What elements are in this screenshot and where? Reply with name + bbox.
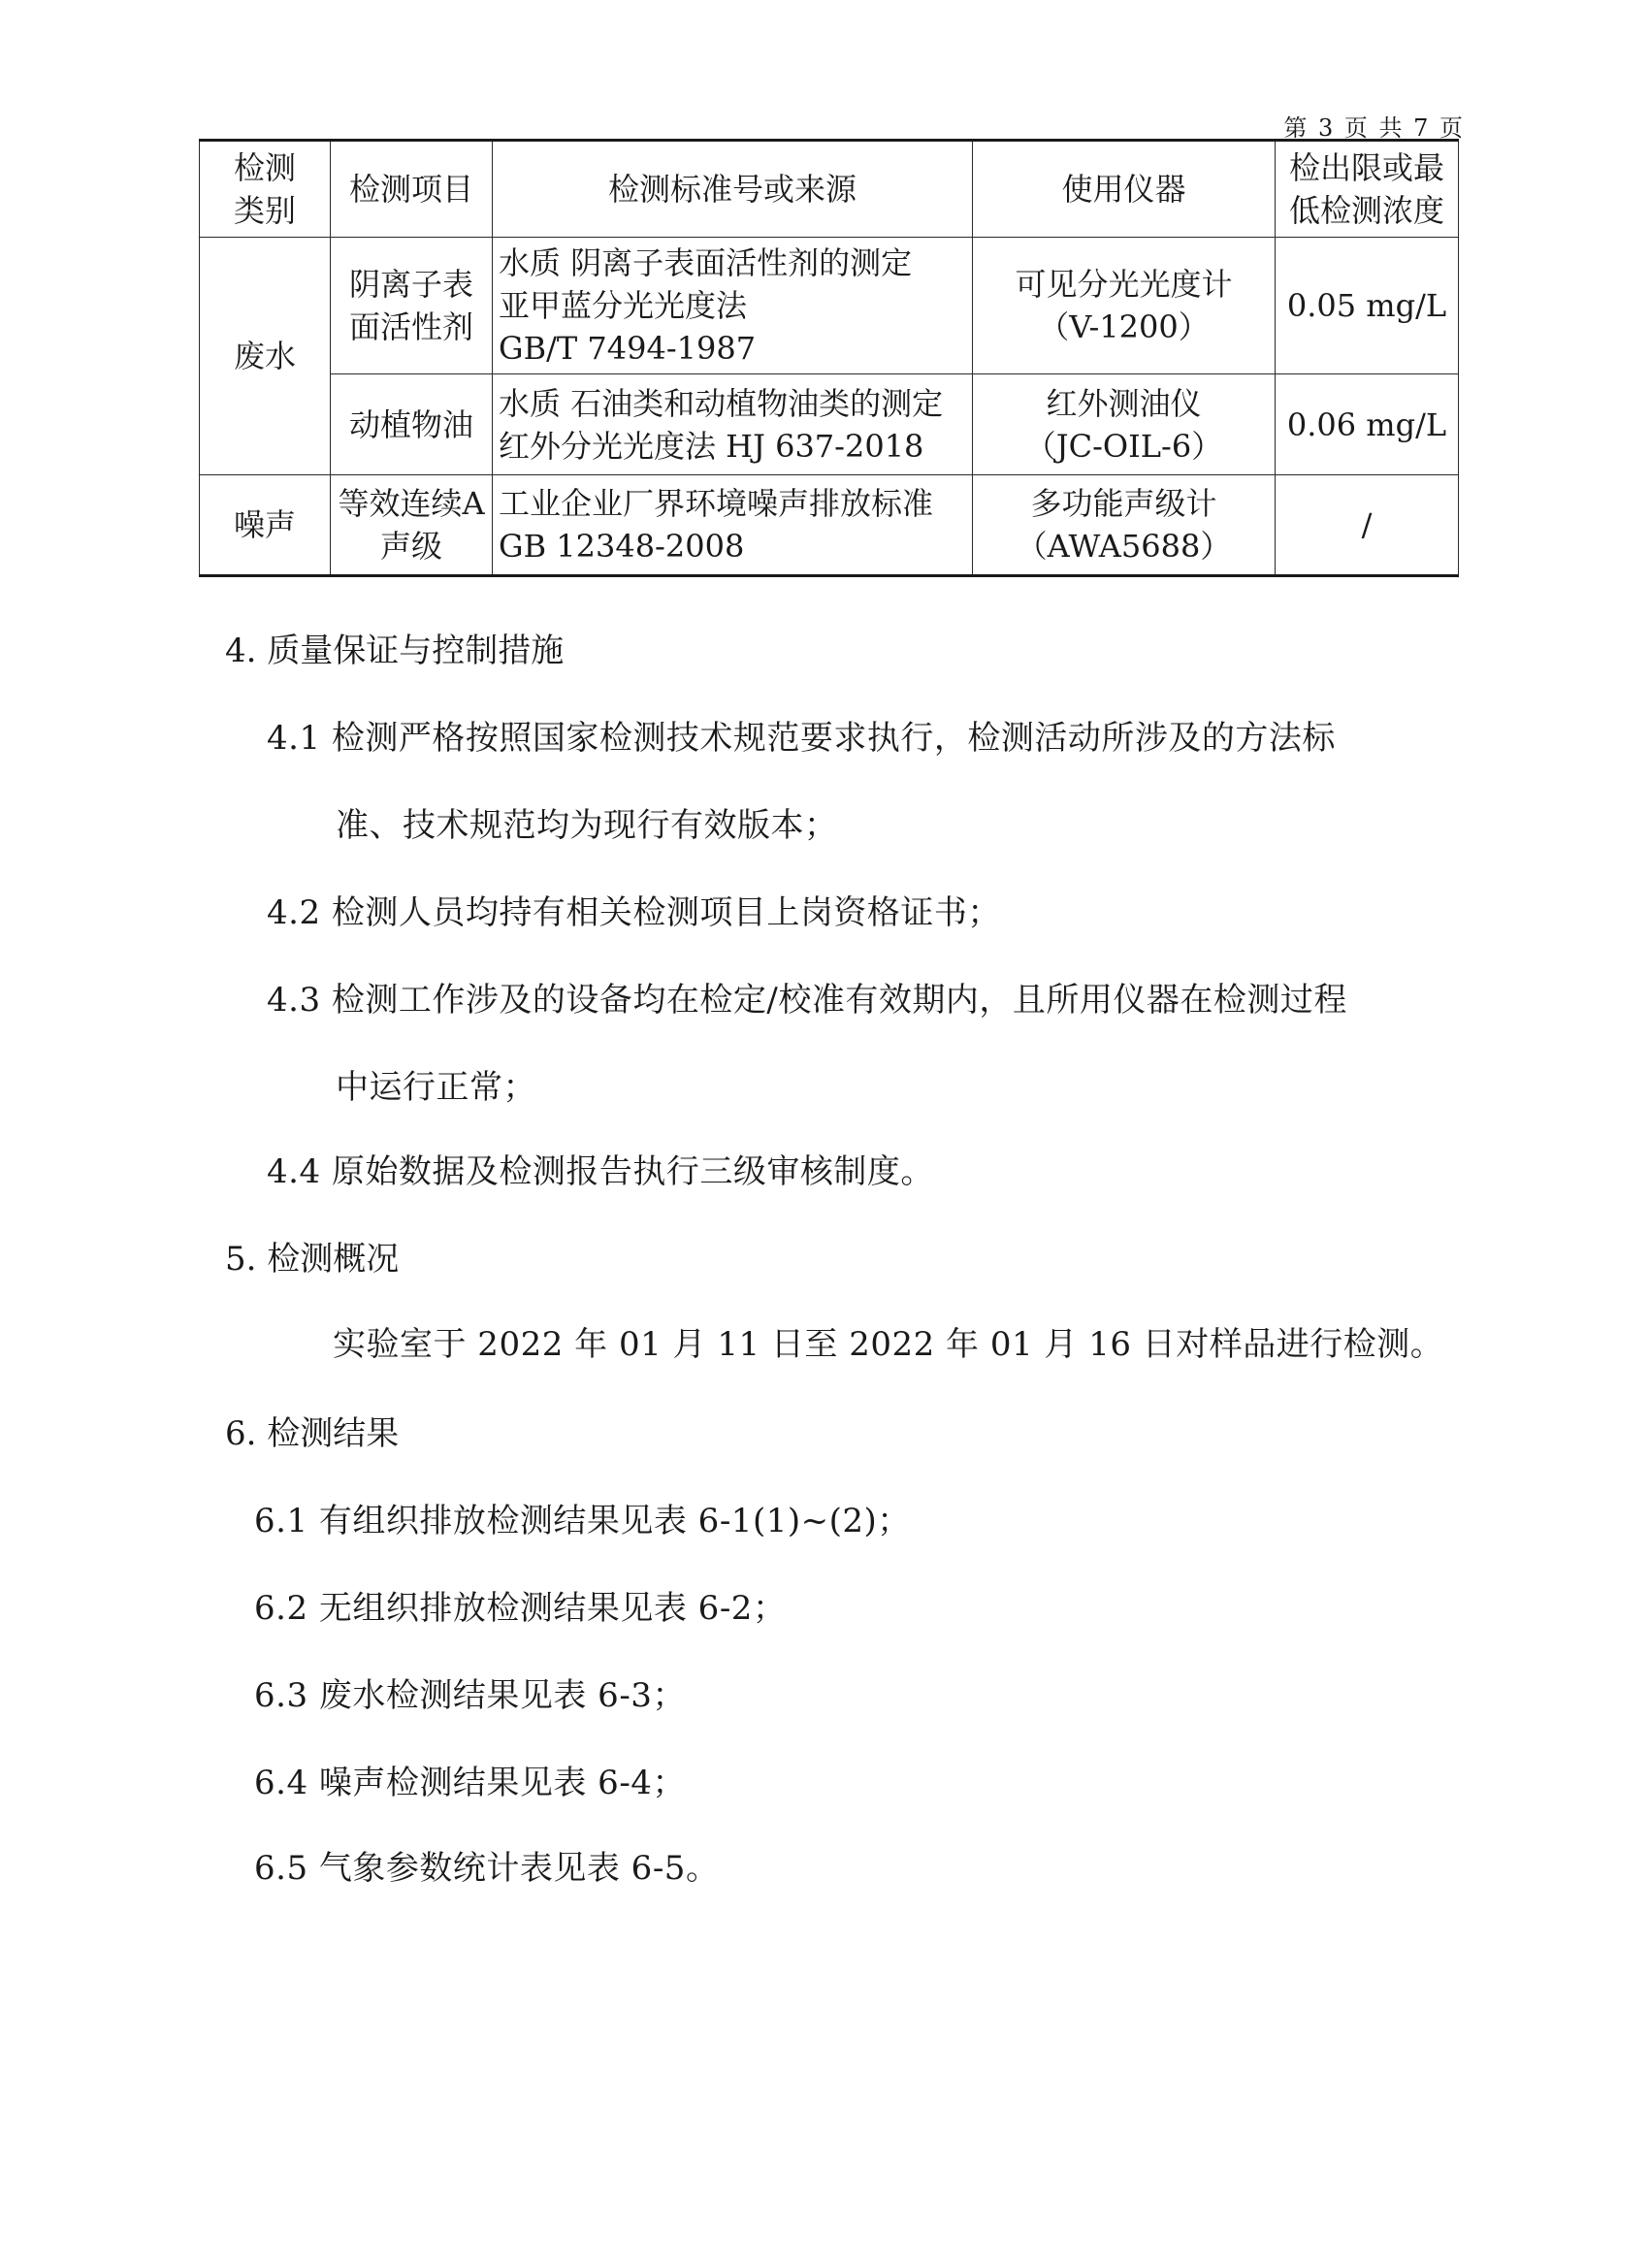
instrument-noise: 多功能声级计 （AWA5688） — [973, 475, 1276, 576]
section-4-title: 4. 质量保证与控制措施 — [225, 632, 565, 670]
item-surfactant: 阴离子表 面活性剂 — [331, 238, 493, 374]
limit-noise: / — [1276, 475, 1459, 576]
para-6-4: 6.4 噪声检测结果见表 6-4； — [254, 1764, 686, 1802]
category-wastewater: 废水 — [200, 238, 331, 475]
item-oil: 动植物油 — [331, 374, 493, 475]
header-limit: 检出限或最 低检测浓度 — [1276, 141, 1459, 238]
para-4-1-line1: 4.1 检测严格按照国家检测技术规范要求执行，检测活动所涉及的方法标 — [267, 719, 1336, 758]
item-noise: 等效连续A 声级 — [331, 475, 493, 576]
header-item: 检测项目 — [331, 141, 493, 238]
standard-oil: 水质 石油类和动植物油类的测定 红外分光光度法 HJ 637-2018 — [493, 374, 973, 475]
para-6-1: 6.1 有组织排放检测结果见表 6-1(1)~(2)； — [254, 1502, 911, 1540]
header-standard: 检测标准号或来源 — [493, 141, 973, 238]
section-6-title: 6. 检测结果 — [225, 1414, 400, 1453]
section-5-title: 5. 检测概况 — [225, 1240, 400, 1279]
limit-surfactant: 0.05 mg/L — [1276, 238, 1459, 374]
limit-oil: 0.06 mg/L — [1276, 374, 1459, 475]
para-6-3: 6.3 废水检测结果见表 6-3； — [254, 1676, 686, 1715]
para-6-2: 6.2 无组织排放检测结果见表 6-2； — [254, 1589, 787, 1628]
header-category: 检测 类别 — [200, 141, 331, 238]
para-4-3-line2: 中运行正常； — [336, 1068, 536, 1107]
para-4-1-line2: 准、技术规范均为现行有效版本； — [336, 806, 838, 845]
instrument-surfactant: 可见分光光度计 （V-1200） — [973, 238, 1276, 374]
para-5-text: 实验室于 2022 年 01 月 11 日至 2022 年 01 月 16 日对样品进行检测。 — [333, 1325, 1444, 1364]
para-4-2: 4.2 检测人员均持有相关检测项目上岗资格证书； — [267, 893, 1001, 932]
para-6-5: 6.5 气象参数统计表见表 6-5。 — [254, 1849, 720, 1888]
header-instrument: 使用仪器 — [973, 141, 1276, 238]
page-number: 第 3 页 共 7 页 — [1283, 114, 1465, 142]
category-noise: 噪声 — [200, 475, 331, 576]
para-4-4: 4.4 原始数据及检测报告执行三级审核制度。 — [267, 1152, 934, 1191]
para-4-3-line1: 4.3 检测工作涉及的设备均在检定/校准有效期内，且所用仪器在检测过程 — [267, 981, 1347, 1020]
standard-noise: 工业企业厂界环境噪声排放标准 GB 12348-2008 — [493, 475, 973, 576]
table-row-surfactant — [200, 238, 1459, 374]
table-row-noise — [200, 475, 1459, 576]
methods-table — [199, 139, 1459, 577]
table-header-row — [200, 141, 1459, 238]
table-row-oil — [200, 374, 1459, 475]
instrument-oil: 红外测油仪 （JC-OIL-6） — [973, 374, 1276, 475]
standard-surfactant: 水质 阴离子表面活性剂的测定 亚甲蓝分光光度法 GB/T 7494-1987 — [493, 238, 973, 374]
